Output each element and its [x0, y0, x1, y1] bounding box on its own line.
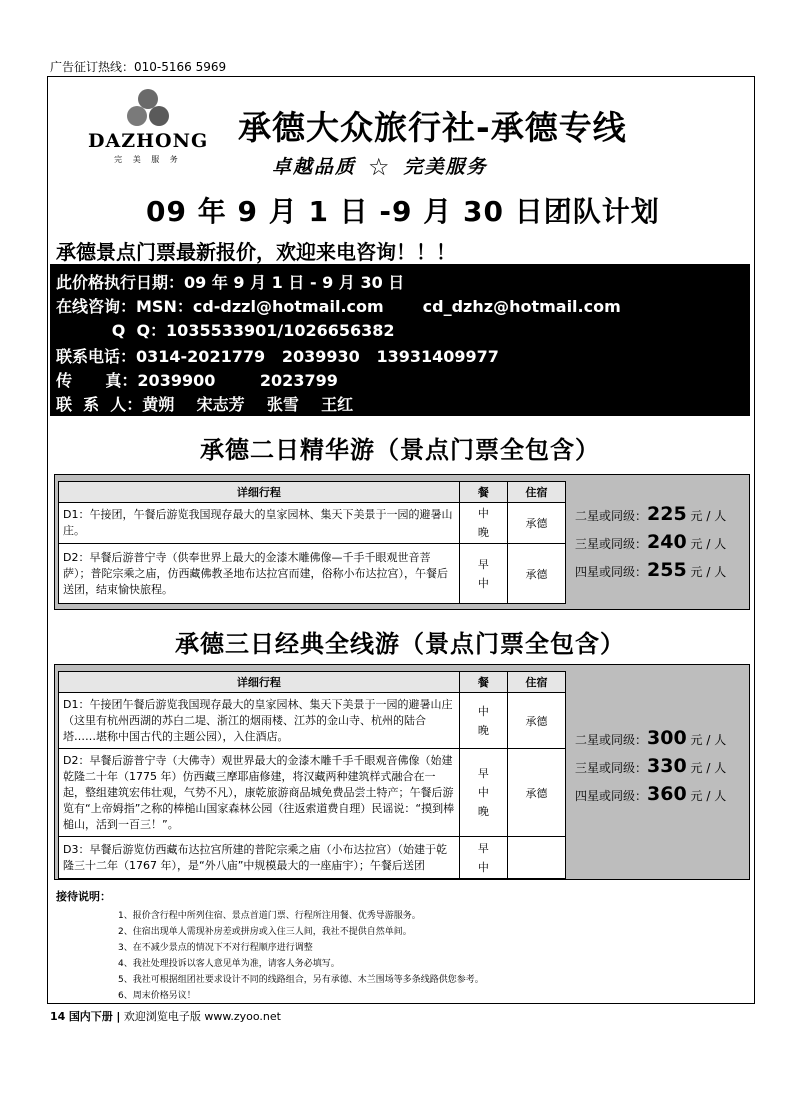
- header-stay: 住宿: [508, 672, 566, 693]
- table-row: [59, 544, 566, 604]
- header-meal: 餐: [459, 482, 507, 503]
- page-footer: [50, 1008, 281, 1024]
- contact-box: [50, 264, 750, 416]
- day-desc: D2：早餐后游普宁寺（供奉世界上最大的金漆木雕佛像—千手千眼观世音菩萨）；普陀宗乘之庙，仿西藏佛教圣地布达拉宫而建，俗称小布达拉宫），午餐后送团，结束愉快旅程。: [59, 544, 460, 604]
- logo-name: DAZHONG: [88, 130, 209, 152]
- note-item: 6、周末价格另议！: [118, 991, 196, 1001]
- day-stay: [508, 837, 566, 879]
- price-line: [575, 559, 726, 581]
- price-label: 四星或同级：: [575, 789, 648, 803]
- price-line: [575, 531, 726, 553]
- header-meal: 餐: [459, 672, 507, 693]
- contact-qq: Q Q：1035533901/1026656382: [56, 321, 395, 340]
- price-label: 二星或同级：: [575, 509, 648, 523]
- day-meal: 早 中: [459, 544, 507, 604]
- note-item: 5、我社可根据组团社要求设计不同的线路组合，另有承德、木兰围场等多条线路供您参考。: [118, 975, 484, 985]
- price-value: 300: [647, 727, 687, 749]
- ad-hotline: 广告征订热线：010-5166 5969: [50, 60, 227, 74]
- day-stay: 承德: [507, 544, 565, 604]
- note-item: 3、在不减少景点的情况下不对行程顺序进行调整: [118, 943, 313, 953]
- price-unit: 元 / 人: [690, 565, 727, 579]
- tour2-title: 承德二日精华游（景点门票全包含）: [200, 436, 600, 464]
- star-icon: ☆: [368, 153, 392, 181]
- tour3-table: [58, 671, 566, 879]
- plan-title: 09 年 9 月 1 日 -9 月 30 日团队计划: [146, 195, 660, 228]
- page-number: 14: [50, 1010, 66, 1023]
- price-line: [575, 755, 726, 777]
- price-line: [575, 783, 726, 805]
- day-meal: 早 中: [459, 837, 507, 879]
- day-stay: 承德: [508, 749, 566, 837]
- day-desc: D1：午接团，午餐后游览我国现存最大的皇家园林、集天下美景于一园的避暑山庄。: [59, 503, 460, 544]
- contact-person: 联 系 人：黄朔 宋志芳 张雪 王红: [56, 395, 354, 414]
- price-value: 255: [647, 559, 687, 581]
- note-item: 4、我社处理投诉以客人意见单为准，请客人务必填写。: [118, 959, 340, 969]
- day-meal: 中 晚: [459, 503, 507, 544]
- day-desc: D2：早餐后游普宁寺（大佛寺）观世界最大的金漆木雕千手千眼观音佛像（始建乾隆二十年（1775 年）仿西藏三摩耶庙修建，将汉藏两种建筑样式融合在一起，整组建筑宏伟壮观，气势不凡），康乾旅游商品城免费品尝土特产；午餐后游览有“上帝姆指”之称的棒槌山国家森林公园（往返索道费自理）民谣说：“摸到棒槌山，活到一百三！”。: [59, 749, 460, 837]
- notes-list: [118, 908, 484, 1004]
- price-value: 225: [647, 503, 687, 525]
- price-label: 三星或同级：: [575, 537, 648, 551]
- tour3-table-frame: [54, 664, 750, 880]
- day-meal: 早 中 晚: [459, 749, 507, 837]
- table-row: [59, 503, 566, 544]
- price-label: 四星或同级：: [575, 565, 648, 579]
- tour2-prices: [567, 475, 749, 609]
- day-stay: 承德: [507, 503, 565, 544]
- price-line: [575, 727, 726, 749]
- promo-text: 承德景点门票最新报价，欢迎来电咨询！！！: [56, 240, 456, 264]
- footer-section: 国内下册: [68, 1010, 113, 1023]
- header-detail: 详细行程: [59, 482, 460, 503]
- price-unit: 元 / 人: [690, 509, 727, 523]
- price-value: 360: [647, 783, 687, 805]
- contact-msn: 在线咨询：MSN：cd-dzzl@hotmail.com cd_dzhz@hotmail.com: [56, 297, 621, 316]
- contact-fax: 传 真：2039900 2023799: [56, 371, 338, 390]
- contact-phone: 联系电话：0314-2021779 2039930 13931409977: [56, 347, 499, 366]
- price-value: 330: [647, 755, 687, 777]
- price-value: 240: [647, 531, 687, 553]
- tour3-title: 承德三日经典全线游（景点门票全包含）: [175, 630, 625, 658]
- notes-title: 接待说明：: [56, 890, 111, 903]
- table-row: [59, 837, 566, 879]
- price-unit: 元 / 人: [690, 789, 727, 803]
- day-meal: 中 晚: [459, 693, 507, 749]
- price-unit: 元 / 人: [690, 761, 727, 775]
- footer-separator: |: [116, 1010, 121, 1023]
- tour3-prices: [567, 665, 749, 879]
- company-logo: [88, 88, 208, 168]
- slogan-left: 卓越品质: [272, 156, 357, 178]
- slogan: [272, 152, 488, 181]
- header-detail: 详细行程: [59, 672, 460, 693]
- logo-subtitle: 完 美 服 务: [114, 155, 182, 164]
- price-unit: 元 / 人: [690, 537, 727, 551]
- page-title: 承德大众旅行社-承德专线: [238, 108, 627, 147]
- contact-valid: 此价格执行日期：09 年 9 月 1 日 - 9 月 30 日: [56, 273, 405, 292]
- tour2-table-frame: [54, 474, 750, 610]
- day-stay: 承德: [508, 693, 566, 749]
- table-row: [59, 693, 566, 749]
- price-unit: 元 / 人: [690, 733, 727, 747]
- slogan-right: 完美服务: [403, 156, 488, 178]
- price-line: [575, 503, 726, 525]
- day-desc: D3：早餐后游览仿西藏布达拉宫所建的普陀宗乘之庙（小布达拉宫）（始建于乾隆三十二年（1767 年），是“外八庙”中规模最大的一座庙宇）；午餐后送团: [59, 837, 460, 879]
- header-stay: 住宿: [507, 482, 565, 503]
- footer-text[interactable]: 欢迎浏览电子版 www.zyoo.net: [123, 1010, 281, 1023]
- tour2-table: [58, 481, 566, 604]
- note-item: 1、报价含行程中所列住宿、景点首道门票、行程所注用餐、优秀导游服务。: [118, 911, 421, 921]
- note-item: 2、住宿出现单人需现补房差或拼房或入住三人间，我社不提供自然单间。: [118, 927, 412, 937]
- table-row: [59, 749, 566, 837]
- price-label: 三星或同级：: [575, 761, 648, 775]
- price-label: 二星或同级：: [575, 733, 648, 747]
- day-desc: D1：午接团午餐后游览我国现存最大的皇家园林、集天下美景于一园的避暑山庄（这里有杭州西湖的苏白二堤、浙江的烟雨楼、江苏的金山寺、杭州的陆合塔……堪称中国古代的主题公园），入住酒店。: [59, 693, 460, 749]
- logo-circles-icon: [124, 88, 172, 128]
